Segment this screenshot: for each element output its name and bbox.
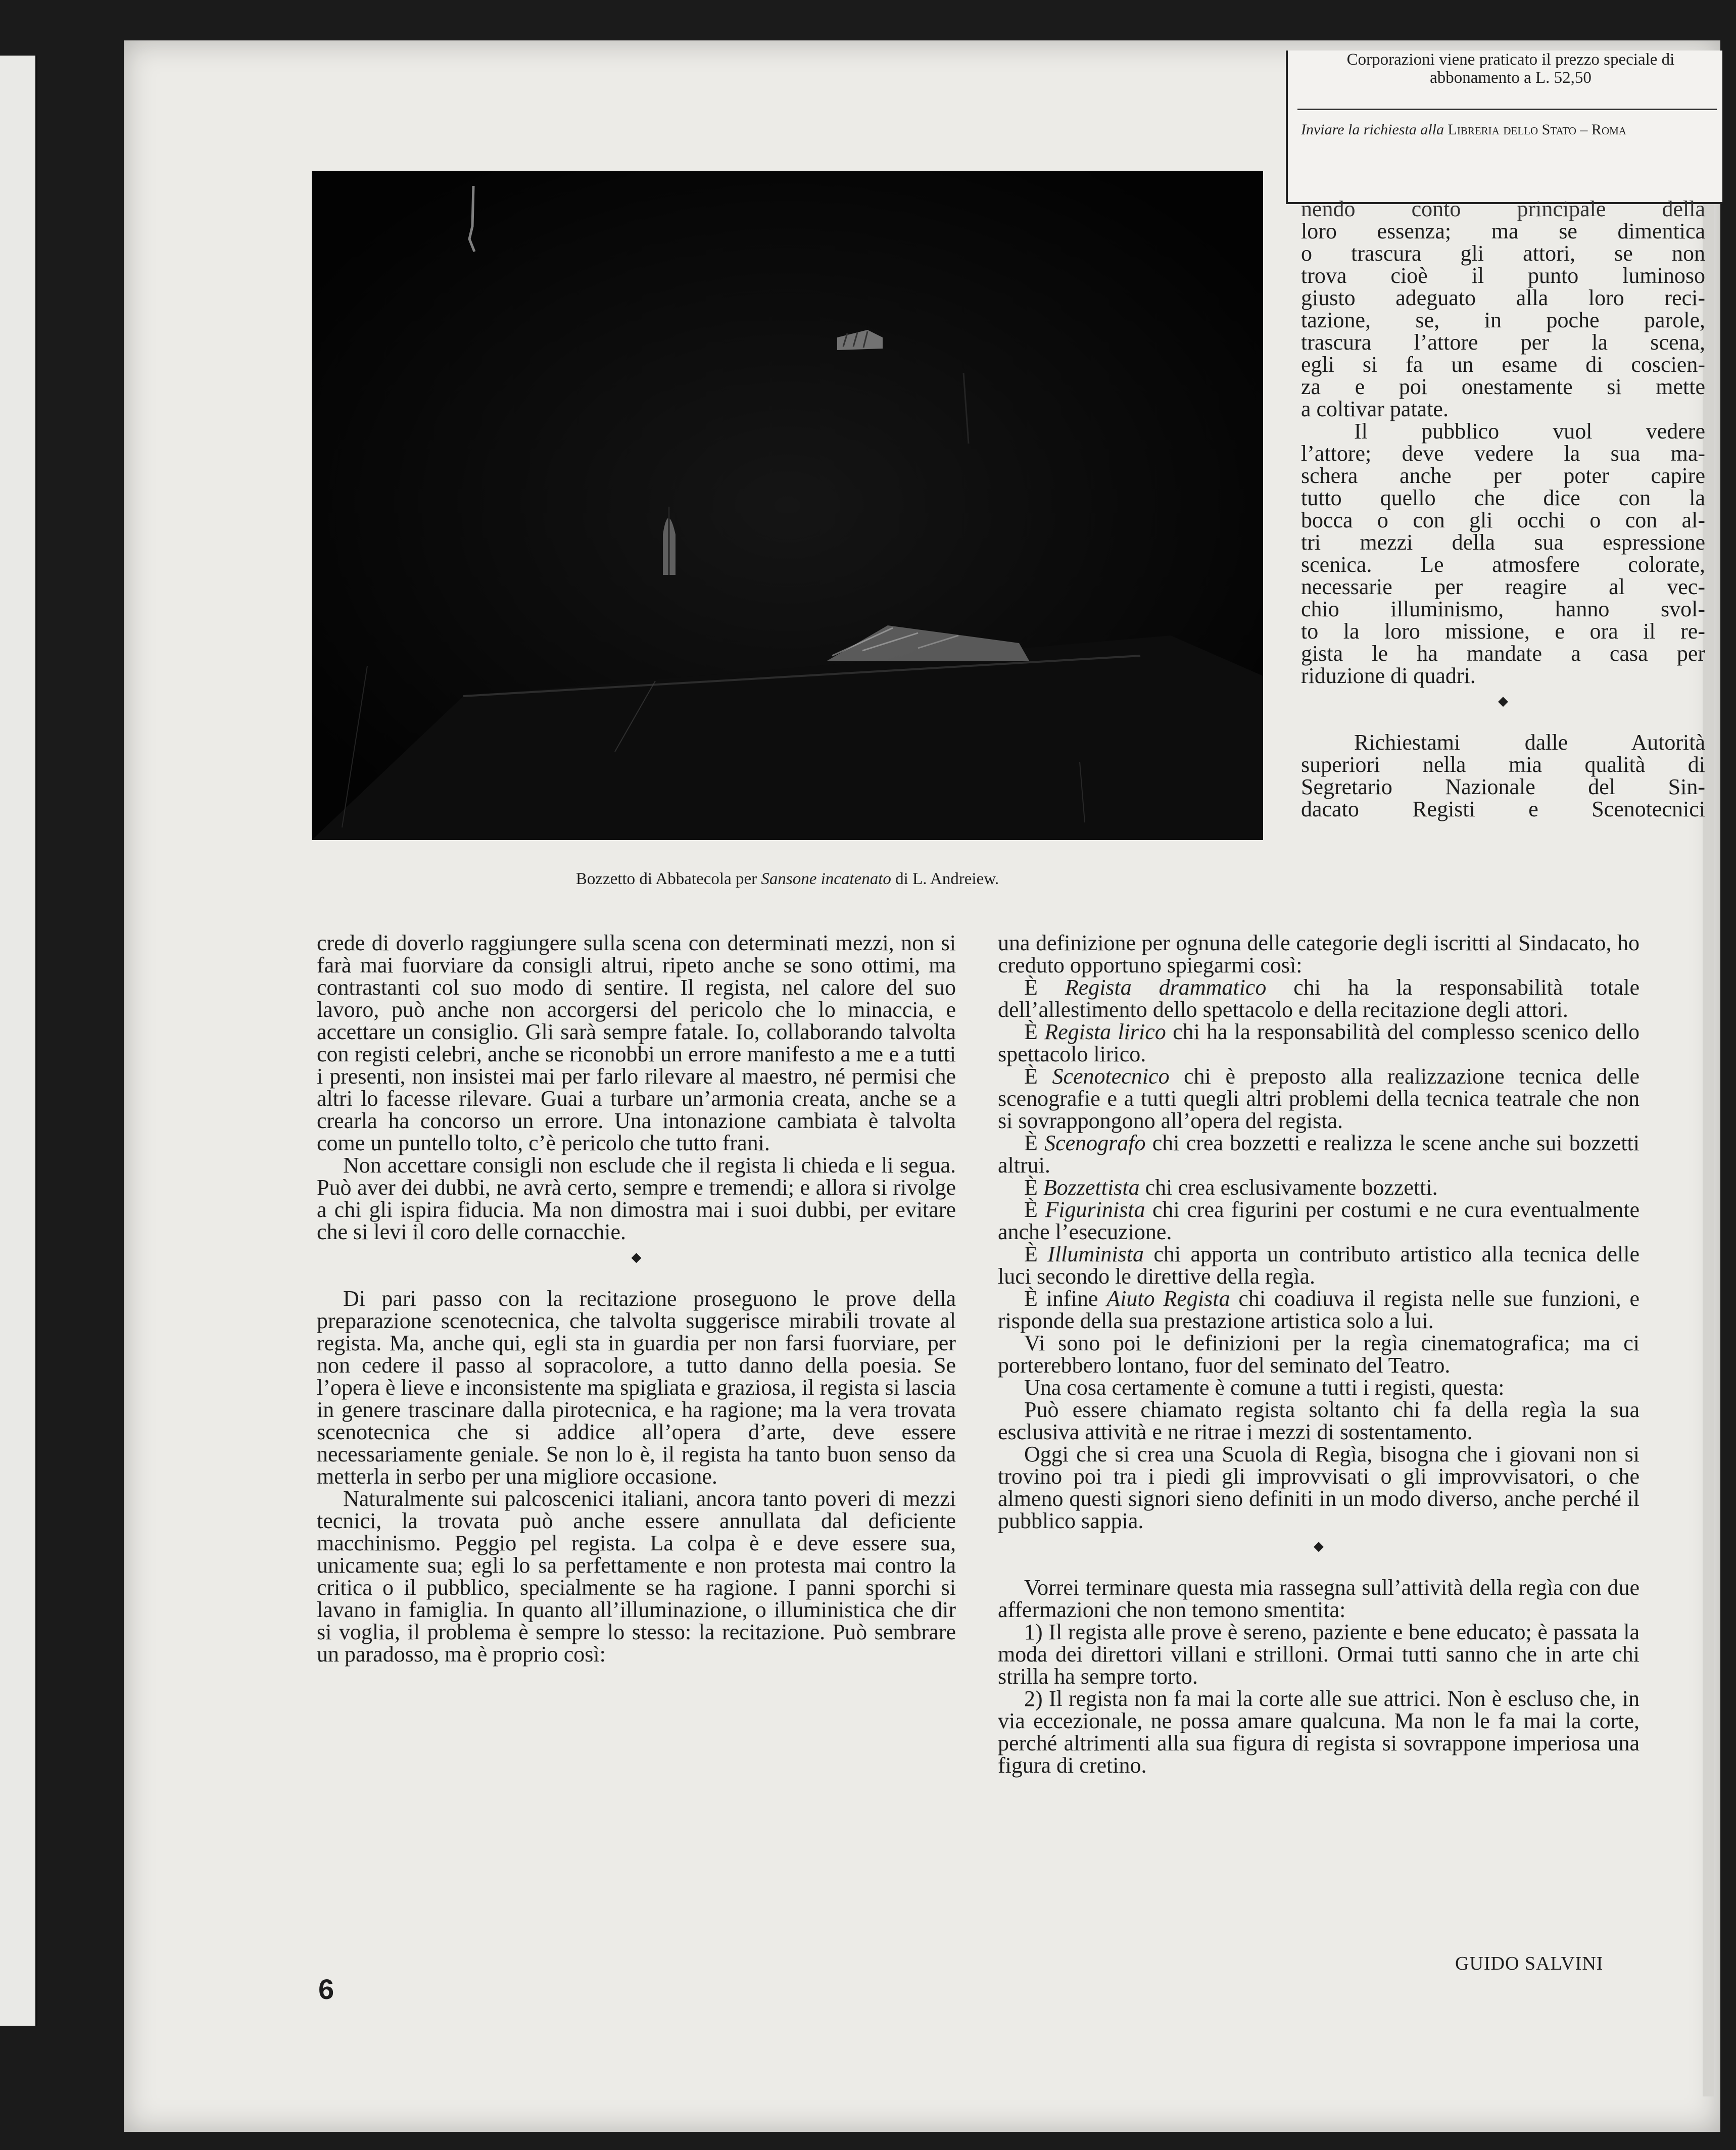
text-line: tazione, se, in poche parole,: [1301, 308, 1705, 332]
text-line: chio illuminismo, hanno svol-: [1301, 597, 1705, 621]
definition-regista-lirico: È Regista lirico chi ha la responsabilità del complesso scenico dello spettacolo lirico.: [998, 1019, 1640, 1066]
caption-author: di L. Andreiew.: [895, 870, 999, 888]
text-line: necessarie per reagire al vec-: [1301, 574, 1705, 599]
text-line: Il pubblico vuol vedere: [1354, 419, 1705, 444]
author-signature: GUIDO SALVINI: [1455, 1953, 1604, 1974]
text-line: l’attore; deve vedere la sua ma-: [1301, 441, 1705, 466]
text-line: dacato Registi e Scenotecnici: [1301, 797, 1705, 821]
section-ornament: ◆: [1498, 694, 1508, 708]
text-line: a coltivar patate.: [1301, 397, 1449, 421]
text-line: tutto quello che dice con la: [1301, 485, 1705, 510]
photo-caption: [312, 870, 1263, 889]
right-upper-column: [1301, 198, 1705, 820]
paragraph: Può essere chiamato regista soltanto chi fa della regìa la sua esclusiva attività e ne ritrae i mezzi di sostentamento.: [998, 1397, 1639, 1444]
section-ornament: ◆: [631, 1250, 642, 1264]
text-line: bocca o con gli occhi o con al-: [1301, 508, 1705, 532]
text-line: egli si fa un esame di coscien-: [1301, 352, 1705, 377]
definition-aiuto-regista: È infine Aiuto Regista chi coadiuva il regista nelle sue funzioni, e risponde della sua prestazione artistica solo a lui.: [998, 1286, 1640, 1333]
right-column: [998, 932, 1639, 1777]
text-line: tri mezzi della sua espressione: [1301, 530, 1705, 555]
slip-subscription-text: Corporazioni viene praticato il prezzo speciale di abbonamento a L. 52,50: [1346, 51, 1675, 87]
paragraph: crede di doverlo raggiungere sulla scena con determinati mezzi, non si farà mai fuorviare da consigli altrui, ripeto anche se sono ottimi, ma contrastanti col suo modo di sentire. Il regista, nel calore del suo lavoro, può anche non accorgersi del pericolo che lo minaccia, e accettare un consiglio. Gli sarà sempre fatale. Io, collaborando talvolta con registi celebri, anche se riconobbi un errore manifesto a me e a tutti i presenti, non insistei mai per farlo rilevare al maestro, né permisi che altri lo facesse rilevare. Guai a turbare un’armonia creata, anche se a crearla ha concorso un errore. Una intonazione cambiata è talvolta come un puntello tolto, c’è pericolo che tutto frani.: [317, 931, 956, 1155]
page-number: 6: [318, 1973, 334, 2005]
paragraph: Di pari passo con la recitazione proseguono le prove della preparazione scenotecnica, che talvolta suggerisce mirabili trovate al regista. Ma, anche qui, egli sta in guardia per non farsi fuorviare, per non cedere il passo al sopracolore, a tutto danno della poesia. Se l’opera è lieve e inconsistente ma spigliata e graziosa, il regista si lascia in genere trascinare dalla pirotecnica, e ha ragione; ma la vera trovata scenotecnica che si addice all’opera d’arte, deve essere necessariamente geniale. Se non lo è, il regista ha tanto buon senso da metterla in serbo per una migliore occasione.: [317, 1286, 956, 1489]
paragraph: Una cosa certamente è comune a tutti i registi, questa:: [1024, 1375, 1505, 1400]
text-line: trova cioè il punto luminoso: [1301, 263, 1705, 288]
text-line: Segretario Nazionale del Sin-: [1301, 774, 1705, 799]
text-line: gista le ha mandate a casa per: [1301, 641, 1705, 666]
text-line: Richiestami dalle Autorità: [1354, 730, 1705, 755]
text-line: riduzione di quadri.: [1301, 663, 1476, 688]
paragraph: Oggi che si crea una Scuola di Regìa, bisogna che i giovani non si trovino poi tra i piedi gli improvvisati o gli improvvisatori, o che almeno questi signori sieno definiti in un modo diverso, anche perché il pubblico sappia.: [998, 1442, 1639, 1533]
definition-scenotecnico: È Scenotecnico chi è preposto alla realizzazione tecnica delle scenografie e a tutti quegli altri problemi della tecnica teatrale che non si sovrappongono all’opera del regista.: [998, 1064, 1640, 1133]
adjacent-page-edge: [0, 56, 37, 2026]
definition-figurinista: È Figurinista chi crea figurini per costumi e ne cura eventualmente anche l’esecuzione.: [998, 1197, 1640, 1244]
definition-illuminista: È Illuminista chi apporta un contributo artistico alla tecnica delle luci secondo le direttive della regìa.: [998, 1242, 1640, 1289]
text-line: scenica. Le atmosfere colorate,: [1301, 552, 1705, 577]
section-ornament: ◆: [1314, 1539, 1324, 1553]
paragraph: Vi sono poi le definizioni per la regìa cinematografica; ma ci porterebbero lontano, fuor del seminato del Teatro.: [998, 1331, 1639, 1378]
paragraph: Non accettare consigli non esclude che il regista li chieda e li segua. Può aver dei dubbi, ne avrà certo, sempre e tremendi; e allora si rivolge a chi gli ispira fiducia. Ma non dimostra mai i suoi dubbi, per evitare che si levi il coro delle cornacchie.: [317, 1153, 956, 1244]
definition-bozzettista: È Bozzettista chi crea esclusivamente bozzetti.: [1024, 1175, 1438, 1200]
text-line: nendo conto principale della: [1301, 197, 1705, 221]
text-line: superiori nella mia qualità di: [1301, 752, 1705, 777]
caption-title: Sansone incatenato: [761, 870, 891, 888]
stage-sketch-image: [312, 171, 1263, 840]
slip-request-address: Libreria dello Stato – Roma: [1448, 121, 1626, 138]
caption-text: Bozzetto di Abbatecola per: [575, 870, 757, 888]
slip-divider: [1297, 109, 1717, 110]
text-line: schera anche per poter capire: [1301, 463, 1705, 488]
stage-sketch-photo: [312, 171, 1263, 840]
text-line: giusto adeguato alla loro reci-: [1301, 285, 1705, 310]
text-line: trascura l’attore per la scena,: [1301, 330, 1705, 355]
paragraph: Vorrei terminare questa mia rassegna sull’attività della regìa con due affermazioni che non temono smentita:: [998, 1575, 1639, 1622]
definition-regista-drammatico: È Regista drammatico chi ha la responsabilità totale dell’allestimento dello spettacolo e della recitazione degli attori.: [998, 975, 1640, 1022]
paragraph: una definizione per ognuna delle categorie degli iscritti al Sindacato, ho creduto opportuno spiegarmi così:: [998, 931, 1639, 978]
list-item: 1) Il regista alle prove è sereno, paziente e bene educato; è passata la moda dei direttori villani e strilloni. Ormai tutti sanno che in arte chi strilla ha sempre torto.: [998, 1620, 1639, 1689]
text-line: loro essenza; ma se dimentica: [1301, 219, 1705, 243]
text-line: to la loro missione, e ora il re-: [1301, 619, 1705, 644]
text-line: za e poi onestamente si mette: [1301, 374, 1705, 399]
paragraph: Naturalmente sui palcoscenici italiani, ancora tanto poveri di mezzi tecnici, la trovata può anche essere annullata dal deficiente macchinismo. Peggio pel regista. La colpa è e deve essere sua, unicamente sua; egli lo sa perfettamente e non protesta mai contro la critica o il pubblico, specialmente se ha ragione. I panni sporchi si lavano in famiglia. In quanto all’illuminazione, o illuministica che dir si voglia, il problema è sempre lo stesso: la recitazione. Può sembrare un paradosso, ma è proprio così:: [317, 1486, 956, 1667]
text-line: o trascura gli attori, se non: [1301, 241, 1705, 266]
list-item: 2) Il regista non fa mai la corte alle sue attrici. Non è escluso che, in via eccezionale, ne possa amare qualcuna. Ma non le fa mai la corte, perché altrimenti alla sua figura di regista si sovrappone imperiosa una figura di cretino.: [998, 1686, 1639, 1778]
slip-request-italic: Inviare la richiesta alla: [1301, 121, 1444, 138]
slip-request-line: [1301, 121, 1626, 138]
left-column: [317, 932, 956, 1666]
definition-scenografo: È Scenografo chi crea bozzetti e realizza le scene anche sui bozzetti altrui.: [998, 1131, 1640, 1178]
